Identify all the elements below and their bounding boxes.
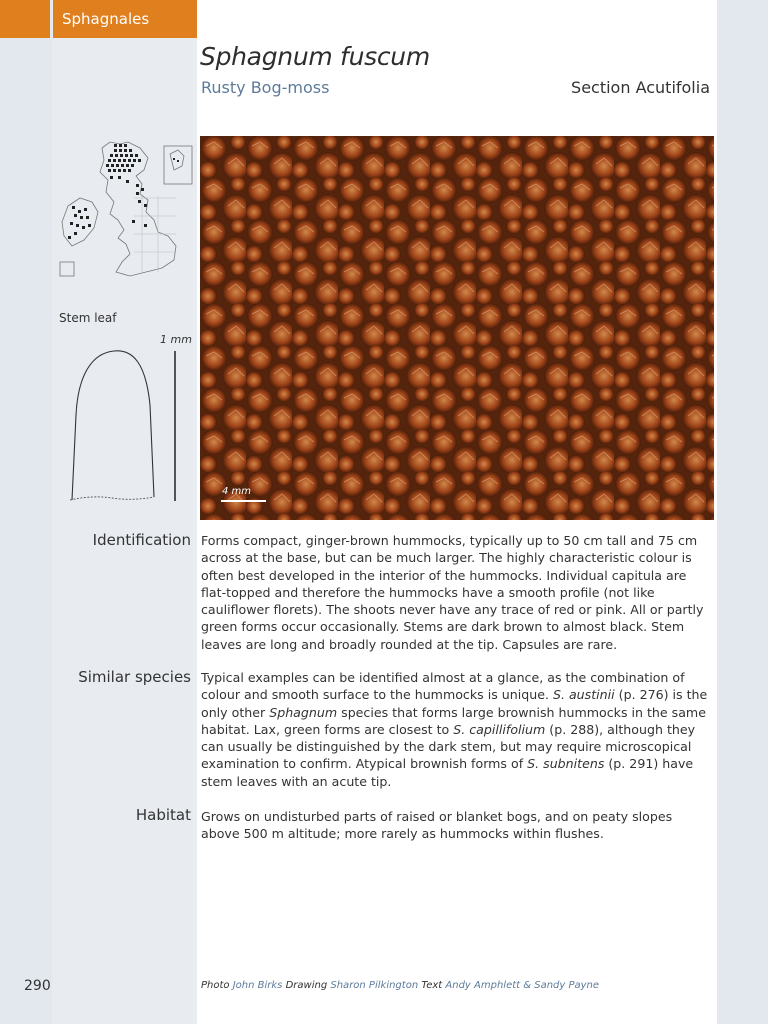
right-margin xyxy=(717,0,768,1024)
stem-leaf-drawing xyxy=(62,345,192,510)
left-margin xyxy=(0,0,52,1024)
similar-species-text: Typical examples can be identified almost at a glance, as the combination of colour and smooth surface to the hummocks is unique. S. austinii (p. 276) is the only other Sphagnum species that forms large brownish hummocks in the same habitat. Lax, green forms are closest to S. capillifolium (p. 288), although they can usually be distinguished by the dark stem, but may require microscopical examination to confirm. Atypical brownish forms of S. subnitens (p. 291) have stem leaves with an acute tip. xyxy=(201,670,708,789)
identification-heading: Identification xyxy=(92,531,191,549)
credits: Photo John Birks Drawing Sharon Pilkington Text Andy Amphlett & Sandy Payne xyxy=(201,980,600,991)
chapter-tab: Sphagnales xyxy=(53,0,197,38)
photo-scale-label: 4 mm xyxy=(222,486,252,497)
similar-species-heading: Similar species xyxy=(78,668,191,686)
habitat-text: Grows on undisturbed parts of raised or blanket bogs, and on peaty slopes above 500 m altitude; more rarely as hummocks within flushes. xyxy=(201,809,673,842)
tab-accent xyxy=(0,0,50,38)
habitat-heading: Habitat xyxy=(135,806,191,824)
identification-text: Forms compact, ginger-brown hummocks, typically up to 50 cm tall and 75 cm across at the base, but can be much larger. The highly characteristic colour is often best developed in the interior of the hummocks. Individual capitula are flat-topped and therefore the hummocks have a smooth profile (not like cauliflower florets). The shoots never have any trace of red or pink. All or partly green forms occur occasionally. Stems are dark brown to almost black. Stem leaves are long and broadly rounded at the tip. Capsules are rare. xyxy=(201,533,704,652)
species-latin-name: Sphagnum fuscum xyxy=(200,42,430,71)
leaf-scale-label: 1 mm xyxy=(160,333,192,346)
page-number: 290 xyxy=(24,978,51,994)
distribution-map xyxy=(58,136,196,281)
species-section: Section Acutifolia xyxy=(571,78,710,97)
stem-leaf-label: Stem leaf xyxy=(59,311,117,325)
species-photo xyxy=(200,136,714,520)
photo-scale-bar xyxy=(221,500,266,502)
species-common-name: Rusty Bog-moss xyxy=(201,78,330,97)
